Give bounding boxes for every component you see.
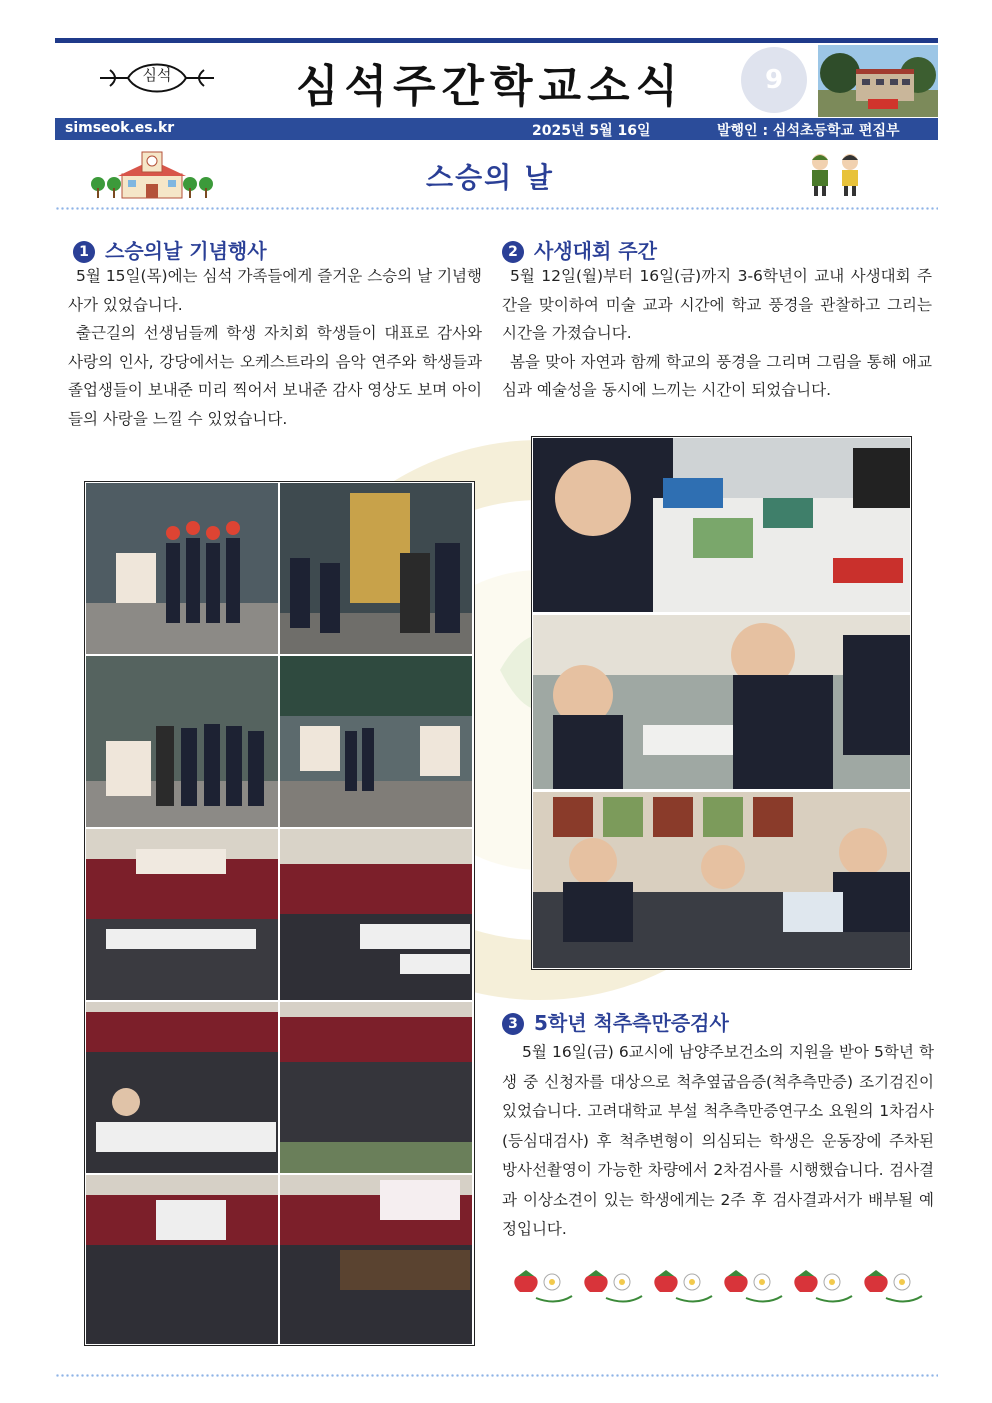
section-2-heading <box>502 235 657 264</box>
section-2-body <box>502 262 932 405</box>
info-bar <box>55 118 938 140</box>
section-2-photo-stack <box>531 436 912 970</box>
section-2-title: 사생대회 주간 <box>534 239 657 263</box>
school-house-icon <box>88 148 216 200</box>
photo-drawing-1 <box>533 438 910 612</box>
banner-title: 스승의 날 <box>426 161 554 194</box>
section-1-heading <box>73 235 267 264</box>
section-1-photo-grid <box>84 481 475 1346</box>
photo-orchestra-2 <box>280 1175 472 1344</box>
logo-text: 심석 <box>142 66 172 84</box>
section-2-paragraph: 봄을 맞아 자연과 함께 학교의 풍경을 그리며 그림을 통해 애교심과 예술성을 동시에 느끼는 시간이 되었습니다. <box>502 352 932 399</box>
section-3-heading <box>502 1007 729 1036</box>
section-1-paragraph: 출근길의 선생님들께 학생 자치회 학생들이 대표로 감사와 사랑의 인사, 강당에서는 오케스트라의 음악 연주와 학생들과 졸업생들이 보내준 미리 찍어서 보내준 감사 영상도 보며 아이들의 사랑을 느낄 수 있었습니다. <box>68 324 482 428</box>
photo-drawing-2 <box>533 615 910 789</box>
divider-bottom <box>55 1373 938 1379</box>
photo-audience-1 <box>86 1002 278 1173</box>
photo-greeting-2 <box>280 483 472 654</box>
section-3-body <box>502 1038 934 1245</box>
school-building-photo <box>818 45 938 117</box>
photo-greeting-1 <box>86 483 278 654</box>
publisher-info: 발행인 : 심석초등학교 편집부 <box>717 123 900 139</box>
section-2-number: 2 <box>502 241 524 263</box>
section-1-number: 1 <box>73 241 95 263</box>
photo-drawing-3 <box>533 792 910 968</box>
photo-concert-2 <box>280 829 472 1000</box>
divider-top <box>55 206 938 212</box>
section-3-number: 3 <box>502 1013 524 1035</box>
section-3-title: 5학년 척추측만증검사 <box>534 1011 729 1035</box>
strawberry-border-icon <box>506 1262 924 1314</box>
photo-greeting-4 <box>280 656 472 827</box>
photo-audience-2 <box>280 1002 472 1173</box>
students-icon <box>802 150 868 198</box>
issue-number-badge: 9 <box>741 47 807 113</box>
section-1-body <box>68 262 482 433</box>
top-rule <box>55 38 938 43</box>
photo-greeting-3 <box>86 656 278 827</box>
photo-orchestra-1 <box>86 1175 278 1344</box>
section-1-title: 스승의날 기념행사 <box>105 239 267 263</box>
newsletter-title: 심석주간학교소식 <box>295 61 685 112</box>
section-1-paragraph: 5월 15일(목)에는 심석 가족들에게 즐거운 스승의 날 기념행사가 있었습니다. <box>68 267 482 314</box>
publish-date: 2025년 5월 16일 <box>532 123 651 139</box>
section-2-paragraph: 5월 12일(월)부터 16일(금)까지 3-6학년이 교내 사생대회 주간을 맞이하여 미술 교과 시간에 학교 풍경을 관찰하고 그리는 시간을 가졌습니다. <box>502 267 932 342</box>
photo-concert-1 <box>86 829 278 1000</box>
website-link[interactable]: simseok.es.kr <box>65 120 175 136</box>
section-3-paragraph: 5월 16일(금) 6교시에 남양주보건소의 지원을 받아 5학년 학생 중 신청자를 대상으로 척추옆굽음증(척추측만증) 조기검진이 있었습니다. 고려대학교 부설 척추측만증연구소 요원의 1차검사(등심대검사) 후 척추변형이 의심되는 학생은 운동장에 주차된 방사선촬영이 가능한 차량에서 2차검사를 시행했습니다. 검사결과 이상소견이 있는 학생에게는 2주 후 검사결과서가 배부될 예정입니다. <box>502 1043 934 1238</box>
